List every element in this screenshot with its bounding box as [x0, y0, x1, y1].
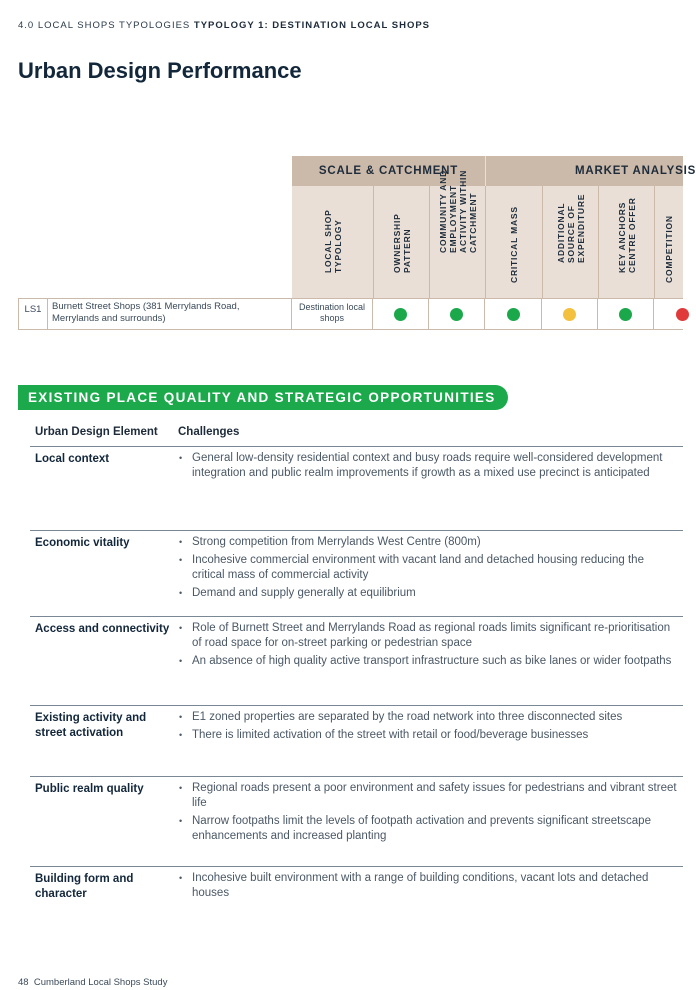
page-footer [18, 977, 167, 988]
col-local-shop-typology: LOCAL SHOP TYPOLOGY [292, 186, 374, 298]
challenge-list [178, 710, 678, 746]
element-label: Economic vitality [35, 537, 130, 549]
challenge-item: • Strong competition from Merrylands West Centre (800m) [178, 535, 678, 550]
design-element-row [30, 705, 683, 741]
table-header-challenges: Challenges [178, 426, 240, 438]
rating-dot-expenditure [563, 308, 576, 321]
header-section: 4.0 LOCAL SHOPS TYPOLOGIES [18, 20, 191, 31]
challenge-item: • Demand and supply generally at equilibrium [178, 586, 678, 601]
col-community-employment: COMMUNITY AND EMPLOYMENT ACTIVITY WITHIN CATCHMENT [430, 186, 486, 298]
header-typology: TYPOLOGY 1: DESTINATION LOCAL SHOPS [193, 20, 431, 31]
col-key-anchors: KEY ANCHORS CENTRE OFFER [599, 186, 655, 298]
col-competition: COMPETITION [655, 186, 683, 298]
rating-cell [542, 299, 598, 329]
row-typology: Destination local shops [292, 299, 373, 329]
element-label: Public realm quality [35, 783, 144, 795]
rating-dot-competition [676, 308, 689, 321]
challenge-item: • Incohesive built environment with a range of building conditions, vacant lots and detached houses [178, 871, 678, 901]
challenge-item: • General low-density residential context and busy roads require well-considered development integration and public realm improvements if growth as a mixed use precinct is anticipated [178, 451, 678, 481]
challenge-item: • E1 zoned properties are separated by the road network into three disconnected sites [178, 710, 678, 725]
rating-cell [485, 299, 542, 329]
group-market-analysis: MARKET ANALYSIS [486, 156, 683, 186]
challenge-item: • Narrow footpaths limit the levels of footpath activation and prevents significant streetscape enhancements and increased planting [178, 814, 678, 844]
row-code: LS1 [18, 299, 48, 329]
col-ownership-pattern: OWNERSHIP PATTERN [374, 186, 430, 298]
challenge-item: • An absence of high quality active transport infrastructure such as bike lanes or wider footpaths [178, 654, 678, 669]
group-scale-catchment: SCALE & CATCHMENT [292, 156, 486, 186]
challenge-item: • There is limited activation of the street with retail or food/beverage businesses [178, 728, 678, 743]
rating-cell [429, 299, 485, 329]
challenge-list [178, 451, 678, 484]
challenge-item: • Regional roads present a poor environment and safety issues for pedestrians and vibrant street life [178, 781, 678, 811]
challenge-list [178, 535, 678, 604]
element-label: Building form and character [35, 873, 134, 900]
rating-cell [654, 299, 683, 329]
challenge-item: • Incohesive commercial environment with vacant land and detached housing reducing the critical mass of commercial activity [178, 553, 678, 583]
rating-dot-community [450, 308, 463, 321]
design-element-row [30, 616, 683, 667]
document-name: Cumberland Local Shops Study [33, 977, 168, 988]
page-number: 48 [18, 977, 29, 988]
challenge-list [178, 781, 678, 847]
rating-cell [598, 299, 654, 329]
design-element-row [30, 530, 683, 599]
running-header [18, 20, 430, 31]
design-element-row [30, 776, 683, 842]
table-row-ls1 [18, 298, 683, 330]
element-label: Access and connectivity [35, 623, 170, 635]
section-banner: EXISTING PLACE QUALITY AND STRATEGIC OPPORTUNITIES [18, 385, 508, 410]
challenge-item: • Role of Burnett Street and Merrylands Road as regional roads limits significant re-prioritisation of road space for on-street parking or pedestrian space [178, 621, 678, 651]
design-element-row [30, 446, 683, 479]
page-title: Urban Design Performance [18, 58, 302, 83]
challenge-list [178, 621, 678, 672]
challenge-list [178, 871, 678, 904]
row-name: Burnett Street Shops (381 Merrylands Road, Merrylands and surrounds) [48, 299, 292, 329]
col-critical-mass: CRITICAL MASS [486, 186, 543, 298]
design-element-row [30, 866, 683, 900]
element-label: Local context [35, 453, 110, 465]
rating-cell [373, 299, 429, 329]
col-additional-expenditure: ADDITIONAL SOURCE OF EXPENDITURE [543, 186, 599, 298]
table-header-element: Urban Design Element [35, 426, 158, 438]
rating-dot-ownership [394, 308, 407, 321]
rating-dot-anchors [619, 308, 632, 321]
element-label: Existing activity and street activation [35, 712, 147, 739]
rating-dot-critical-mass [507, 308, 520, 321]
